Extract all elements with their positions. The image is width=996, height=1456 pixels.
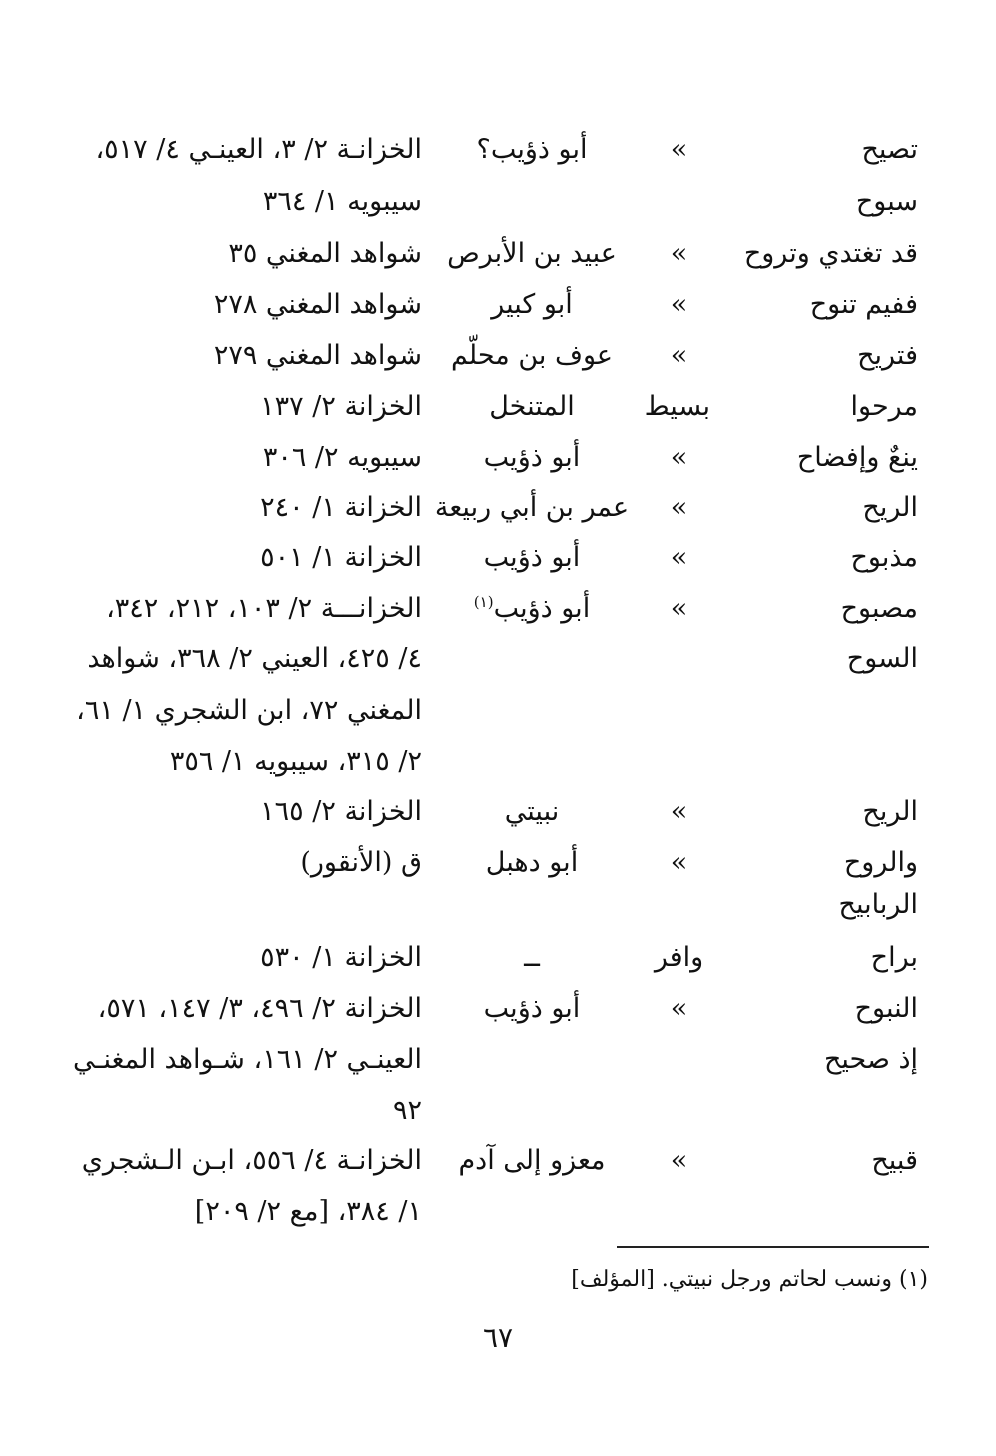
rhyme-word: إذ صحيح [823,1044,918,1075]
poet-name: أبو ذؤيب [483,993,581,1024]
table-row [0,331,996,381]
rhyme-word: قبيح [871,1145,918,1176]
rhyme-word: سبوح [855,186,918,217]
source-reference: العينـي ٢/ ١٦١، شـواهد المغنـي [73,1044,422,1075]
table-row [0,1035,996,1085]
source-reference: ٩٢ [392,1095,422,1126]
meter: وافر [654,942,704,973]
source-reference: ١/ ٣٨٤، [مع ٢/ ٢٠٩] [194,1196,422,1227]
meter: » [670,542,688,573]
meter: » [670,340,688,371]
poet [432,1136,632,1186]
source-reference: الخزانة ١/ ٥٠١ [260,542,422,573]
poet [432,787,632,837]
table-row [0,787,996,837]
poet [432,483,632,533]
table-row [0,933,996,983]
meter: بسيط [644,391,710,422]
rhyme-word: مذبوح [850,542,918,573]
rhyme-word: براح [870,942,918,973]
poet [432,933,632,983]
meter: » [670,1145,688,1176]
meter: » [670,796,688,827]
table-row [0,125,996,175]
poet-name: ــ [524,942,540,973]
table-row [0,1086,996,1136]
source-reference: المغني ٧٢، ابن الشجري ١/ ٦١، [76,695,422,726]
table-row [0,382,996,432]
source-reference: الخزانة ١/ ٥٣٠ [260,942,422,973]
poet [432,382,632,432]
poet [432,533,632,583]
rhyme-word: مصبوح [840,593,918,624]
poet [432,331,632,381]
table-row [0,280,996,330]
poet-name: المتنخل [489,391,575,422]
rhyme-word: النبوح [854,993,918,1024]
table-row [0,483,996,533]
rhyme-word: تصيح [861,134,918,165]
poet-name: عمر بن أبي ربيعة [434,492,630,523]
poet-name: أبو ذؤيب؟ [476,134,588,165]
source-reference: ٢/ ٣١٥، سيبويه ١/ ٣٥٦ [169,746,422,777]
table-row [0,1187,996,1237]
source-reference: ٤/ ٤٢٥، العيني ٢/ ٣٦٨، شواهد [87,643,422,674]
rhyme-word: الربابيح [838,889,918,920]
poet-name: عوف بن محلّم [450,340,614,371]
rhyme-word: مرحوا [850,391,918,422]
poet [432,984,632,1034]
rhyme-word: ينعٌ وإفضاح [796,442,918,473]
table-row [0,984,996,1034]
meter: » [670,593,688,624]
source-reference: الخزانة ١/ ٢٤٠ [260,492,422,523]
meter: » [670,238,688,269]
poet [432,433,632,483]
table-row [0,1136,996,1186]
poet-name: أبو دهبل [485,847,579,878]
page-number: ٦٧ [482,1321,514,1354]
rhyme-word: الريح [862,796,918,827]
meter: » [670,492,688,523]
footnote: (١) ونسب لحاتم ورجل نبيتي. [المؤلف] [571,1267,928,1292]
poet [432,229,632,279]
table-row [0,584,996,634]
table-row [0,533,996,583]
meter: » [670,993,688,1024]
table-row [0,737,996,787]
rhyme-word: فتريح [857,340,918,371]
source-reference: سيبويه ١/ ٣٦٤ [262,186,422,217]
source-reference: سيبويه ٢/ ٣٠٦ [262,442,422,473]
table-row [0,229,996,279]
poet-name: معزو إلى آدم [458,1145,606,1176]
source-reference: الخزانـــة ٢/ ١٠٣، ٢١٢، ٣٤٢، [106,593,422,624]
poet [432,280,632,330]
poet [432,125,632,175]
source-reference: شواهد المغني ٣٥ [228,238,422,269]
source-reference: ق (الأنقور) [300,847,422,878]
table-row [0,433,996,483]
source-reference: الخزانـة ٤/ ٥٥٦، ابـن الـشجري [81,1145,422,1176]
rhyme-word: والروح [843,847,918,878]
poet-name: عبيد بن الأبرص [447,238,617,269]
poet [432,584,632,634]
source-reference: الخزانة ٢/ ١٦٥ [260,796,422,827]
rhyme-word: ففيم تنوح [809,289,918,320]
meter: » [670,134,688,165]
table-row [0,177,996,227]
meter: » [670,289,688,320]
source-reference: شواهد المغني ٢٧٩ [213,340,422,371]
poet-name: أبو كبير [491,289,573,320]
poet-name: أبو ذؤيب [493,593,591,624]
rhyme-word: السوح [846,643,918,674]
poet-name: نبيتي [504,796,560,827]
meter: » [670,442,688,473]
poet-name: أبو ذؤيب [483,542,581,573]
poet-name: أبو ذؤيب [483,442,581,473]
footnote-separator [617,1246,929,1248]
source-reference: الخزانـة ٢/ ٣، العينـي ٤/ ٥١٧، [95,134,422,165]
meter: » [670,847,688,878]
source-reference: الخزانة ٢/ ١٣٧ [260,391,422,422]
table-row [0,634,996,684]
source-reference: الخزانة ٢/ ٤٩٦، ٣/ ١٤٧، ٥٧١، [97,993,422,1024]
rhyme-word: قد تغتدي وتروح [743,238,918,269]
footnote-marker: (١) [473,593,494,611]
source-reference: شواهد المغني ٢٧٨ [213,289,422,320]
table-row [0,880,996,930]
rhyme-word: الريح [862,492,918,523]
table-row [0,686,996,736]
